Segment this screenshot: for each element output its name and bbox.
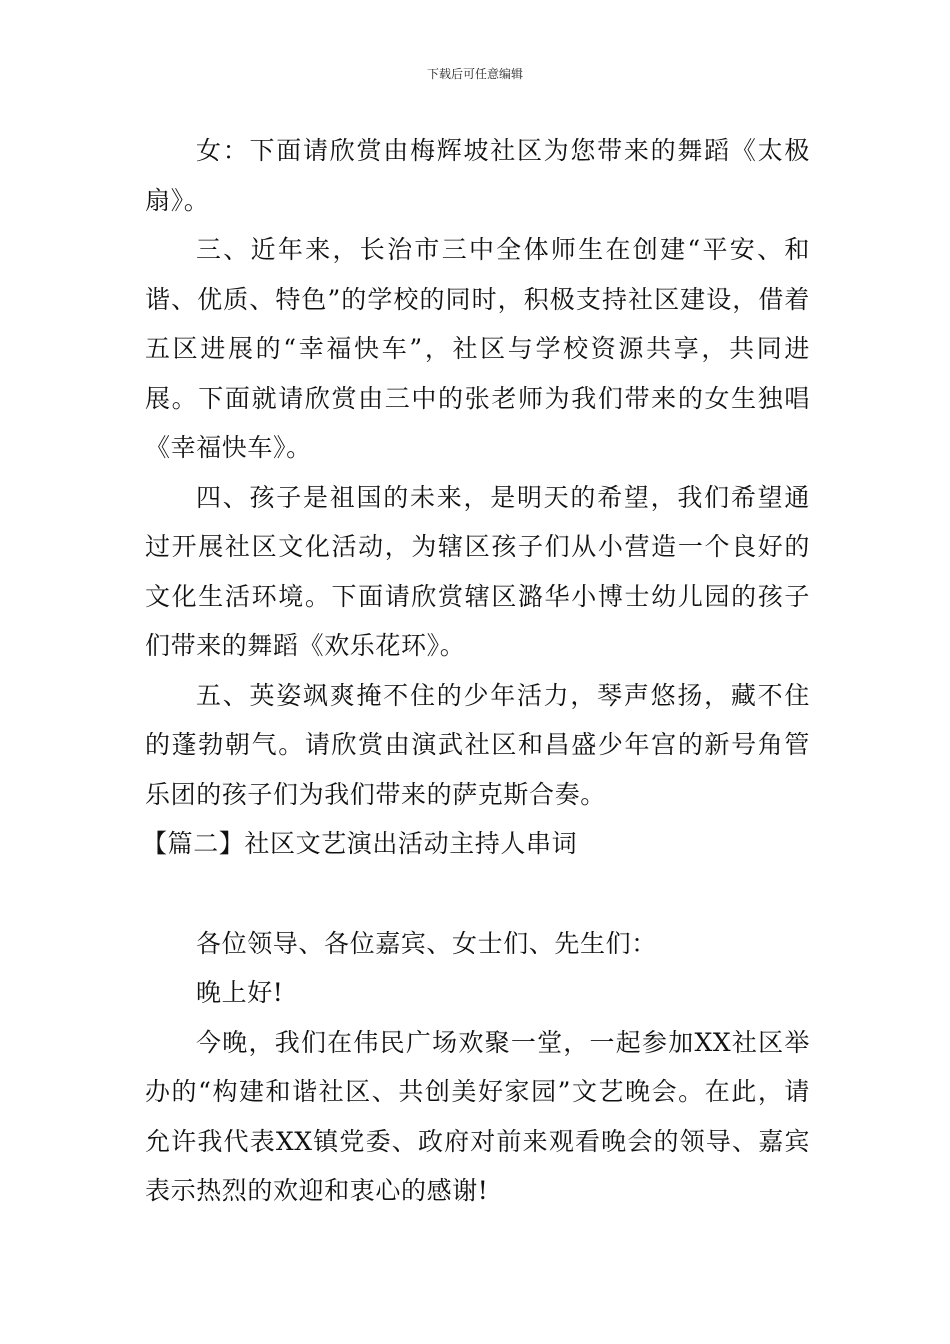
speech-evening: 晚上好! [196,978,284,1007]
paragraph-sax-ensemble: 五、英姿飒爽掩不住的少年活力，琴声悠扬，藏不住的蓬勃朝气。请欣赏由演武社区和昌盛少年宫的新号角管乐团的孩子们为我们带来的萨克斯合奏。 [145,680,810,809]
document-body [142,126,810,1216]
section-heading: 【篇二】社区文艺演出活动主持人串词 [142,829,578,858]
paragraph-happy-express: 三、近年来，长治市三中全体师生在创建“平安、和谐、优质、特色”的学校的同时，积极支持社区建设，借着五区进展的“幸福快车”，社区与学校资源共享，共同进展。下面就请欣赏由三中的张老师为我们带来的女生独唱《幸福快车》。 [145,235,810,462]
paragraph-children-dance: 四、孩子是祖国的未来，是明天的希望，我们希望通过开展社区文化活动，为辖区孩子们从小营造一个良好的文化生活环境。下面请欣赏辖区潞华小博士幼儿园的孩子们带来的舞蹈《欢乐花环》。 [145,482,810,660]
speech-greeting: 各位领导、各位嘉宾、女士们、先生们： [196,928,657,958]
page-header-note: 下载后可任意编辑 [426,67,523,81]
speech-welcome: 今晚，我们在伟民广场欢聚一堂，一起参加XX社区举办的“构建和谐社区、共创美好家园”文艺晚会。在此，请允许我代表XX镇党委、政府对前来观看晚会的领导、嘉宾表示热烈的欢迎和衷心的感谢! [145,1027,810,1205]
section-spacer [145,869,810,919]
paragraph-taiji-fan: 女：下面请欣赏由梅辉坡社区为您带来的舞蹈《太极扇》。 [145,136,810,215]
